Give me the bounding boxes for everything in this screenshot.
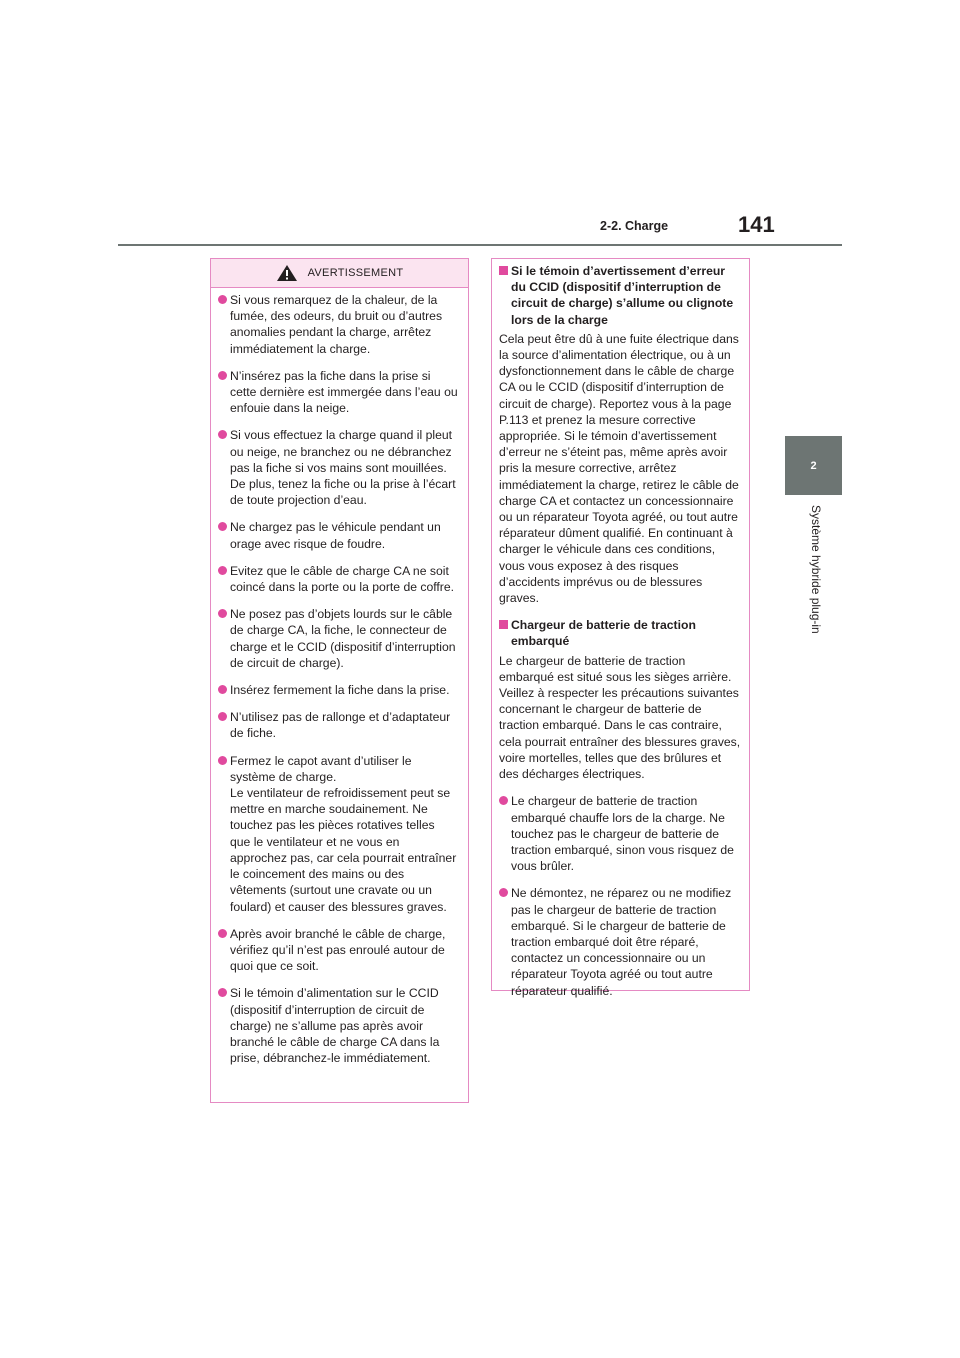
charger-body: Le chargeur de batterie de traction embarqué est situé sous les sièges arrière. Veillez à respecter les précautions suivantes concernant le chargeur de batterie de traction embarqué. Dans le cas contraire, cela pourrait entraîner des blessures graves, voire mortelles, telles que des brûlures et des décharges électriques. [499,653,741,782]
ccid-error-body: Cela peut être dû à une fuite électrique dans la source d’alimentation électrique, ou à un dysfonctionnement dans le câble de charge CA ou le CCID (dispositif d’interruption de circuit de charge). Reportez vous à la page P.113 et prenez la mesure corrective appropriée. Si le témoin d’avertissement d’erreur ne s’éteint pas, même après avoir pris la mesure corrective, arrêtez immédiatement la charge, retirez le câble de charge CA et contactez un concessionnaire ou un réparateur Toyota agréé, ou tout autre réparateur dûment qualifié. En continuant à charger le véhicule dans ces conditions, vous vous exposez à des risques d’accidents imprévus ou de blessures graves. [499,331,739,606]
square-bullet-icon [499,266,508,275]
charger-item: Ne démontez, ne réparez ou ne modifiez pas le chargeur de batterie de traction embarqué. Si le chargeur de batterie de traction embarqué doit être réparé, contactez un concessionnaire ou un réparateur Toyota agréé ou tout autre réparateur qualifié. [499,885,742,998]
header-divider [118,244,842,246]
warning-item: Ne chargez pas le véhicule pendant un orage avec risque de foudre. [218,519,458,551]
warning-item: Si vous effectuez la charge quand il pleut ou neige, ne branchez ou ne débranchez pas la fiche si vos mains sont mouillées. De plus, tenez la fiche ou la prise à l’écart de toute projection d’eau. [218,427,458,508]
ccid-error-heading: Si le témoin d’avertissement d’erreur du CCID (dispositif d’interruption de circuit de charge) s’allume ou clignote lors de la charge [499,263,742,328]
bullet-dot-icon [218,295,227,304]
warning-item: N’insérez pas la fiche dans la prise si cette dernière est immergée dans l’eau ou enfouie dans la neige. [218,368,458,417]
warning-list [211,288,468,1066]
warning-item: Fermez le capot avant d’utiliser le système de charge. Le ventilateur de refroidissement peut se mettre en marche soudainement. Ne touchez pas les pièces rotatives telles que le ventilateur et ne vous en approchez pas, car cela pourrait entraîner le coincement des mains ou des vêtements (surtout une cravate ou un foulard) et causer des blessures graves. [218,753,458,915]
warning-item: Insérez fermement la fiche dans la prise. [218,682,458,698]
chapter-number: 2 [810,459,817,472]
bullet-dot-icon [499,796,508,805]
charger-item: Le chargeur de batterie de traction embarqué chauffe lors de la charge. Ne touchez pas le chargeur de batterie de traction embarqué, sinon vous risquez de vous brûler. [499,793,742,874]
info-box [491,258,750,998]
chapter-tab [785,436,842,495]
charger-heading: Chargeur de batterie de traction embarqué [499,617,742,649]
bullet-dot-icon [218,929,227,938]
warning-item: Ne posez pas d’objets lourds sur le câble de charge CA, la fiche, le connecteur de charge et le CCID (dispositif d’interruption de circuit de charge). [218,606,458,671]
bullet-dot-icon [218,566,227,575]
warning-title: AVERTISSEMENT [307,267,404,279]
page-number: 141 [738,212,775,237]
warning-box [210,258,469,1103]
bullet-dot-icon [218,522,227,531]
bullet-dot-icon [218,371,227,380]
warning-item: Après avoir branché le câble de charge, vérifiez qu’il n’est pas enroulé autour de quoi que ce soit. [218,926,458,975]
bullet-dot-icon [218,685,227,694]
bullet-dot-icon [218,712,227,721]
chapter-title: Système hybride plug-in [809,505,823,634]
warning-item: N’utilisez pas de rallonge et d’adaptateur de fiche. [218,709,458,741]
bullet-dot-icon [218,430,227,439]
warning-triangle-icon [276,264,298,282]
bullet-dot-icon [218,988,227,997]
warning-item: Si le témoin d’alimentation sur le CCID (dispositif d’interruption de circuit de charge) ne s’allume pas après avoir branché le câble de charge CA dans la prise, débranchez-le immédiatement. [218,985,458,1066]
bullet-dot-icon [218,609,227,618]
warning-item: Evitez que le câble de charge CA ne soit coincé dans la porte ou la porte de coffre. [218,563,458,595]
section-title: 2-2. Charge [600,219,669,233]
warning-header [211,259,468,288]
bullet-dot-icon [499,888,508,897]
square-bullet-icon [499,620,508,629]
warning-item: Si vous remarquez de la chaleur, de la fumée, des odeurs, du bruit ou d’autres anomalies pendant la charge, arrêtez immédiatement la charge. [218,292,458,357]
bullet-dot-icon [218,756,227,765]
